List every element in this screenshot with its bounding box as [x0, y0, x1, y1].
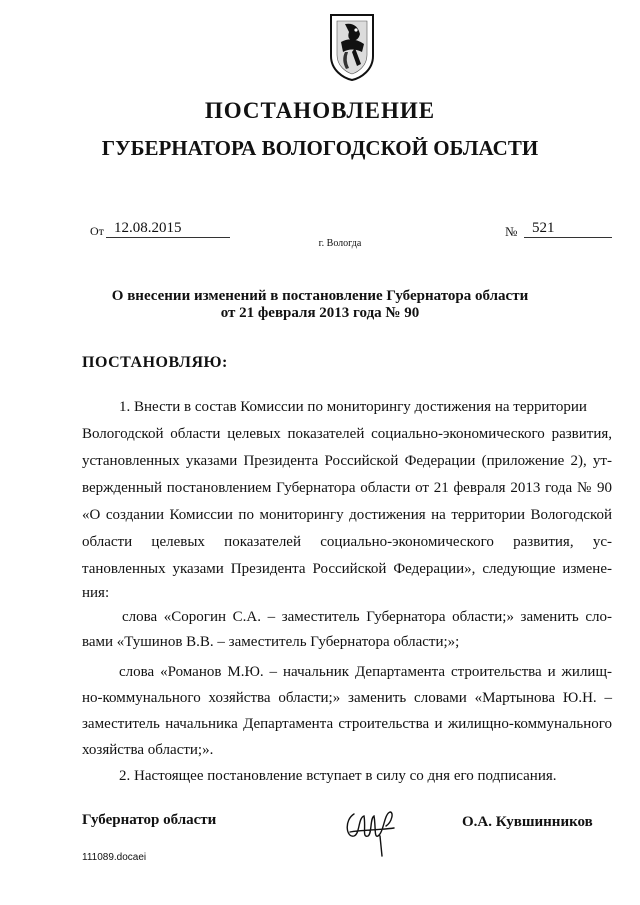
body-line: установленных указами Президента Российской Федерации (приложение 2), ут- — [82, 453, 612, 469]
body-line: «О создании Комиссии по мониторингу достижения на территории Вологодской — [82, 507, 612, 523]
document-number: 521 — [524, 219, 612, 238]
body-line: слова «Романов М.Ю. – начальник Департамента строительства и жилищ- — [119, 664, 612, 680]
body-line: слова «Сорогин С.А. – заместитель Губернатора области;» заменить сло- — [122, 609, 612, 625]
date-prefix: От — [90, 224, 104, 238]
file-reference: 111089.docaei — [82, 852, 147, 863]
body-line: но-коммунального хозяйства области;» заменить словами «Мартынова Ю.Н. – — [82, 690, 612, 706]
body-line: хозяйства области;». — [82, 742, 214, 758]
handwritten-signature — [340, 800, 400, 860]
coat-of-arms-emblem — [327, 12, 377, 82]
document-city: г. Вологда — [318, 238, 362, 249]
body-line: ния: — [82, 585, 110, 601]
body-line: Вологодской области целевых показателей социально-экономического развития, — [82, 426, 612, 442]
subject-line-1: О внесении изменений в постановление Губернатора области — [111, 288, 529, 304]
body-line: области целевых показателей социально-экономического развития, ус- — [82, 534, 612, 550]
signatory-title: Губернатор области — [82, 812, 217, 828]
body-line: 1. Внести в состав Комиссии по мониторингу достижения на территории — [119, 399, 587, 415]
document-title: ПОСТАНОВЛЕНИЕ — [204, 98, 436, 123]
decree-word: ПОСТАНОВЛЯЮ: — [82, 354, 228, 371]
signatory-name: О.А. Кувшинников — [462, 814, 593, 830]
body-line: вержденный постановлением Губернатора области от 21 февраля 2013 года № 90 — [82, 480, 612, 496]
body-line: 2. Настоящее постановление вступает в силу со дня его подписания. — [119, 768, 557, 784]
document-subtitle: ГУБЕРНАТОРА ВОЛОГОДСКОЙ ОБЛАСТИ — [101, 136, 539, 160]
body-line: заместитель начальника Департамента строительства и жилищно-коммунального — [82, 716, 612, 732]
subject-line-2: от 21 февраля 2013 года № 90 — [220, 305, 420, 321]
body-line: вами «Тушинов В.В. – заместитель Губернатора области;»; — [82, 634, 460, 650]
body-line: тановленных указами Президента Российской Федерации», следующие измене- — [82, 561, 612, 577]
number-prefix: № — [505, 224, 518, 239]
document-date: 12.08.2015 — [106, 219, 230, 238]
